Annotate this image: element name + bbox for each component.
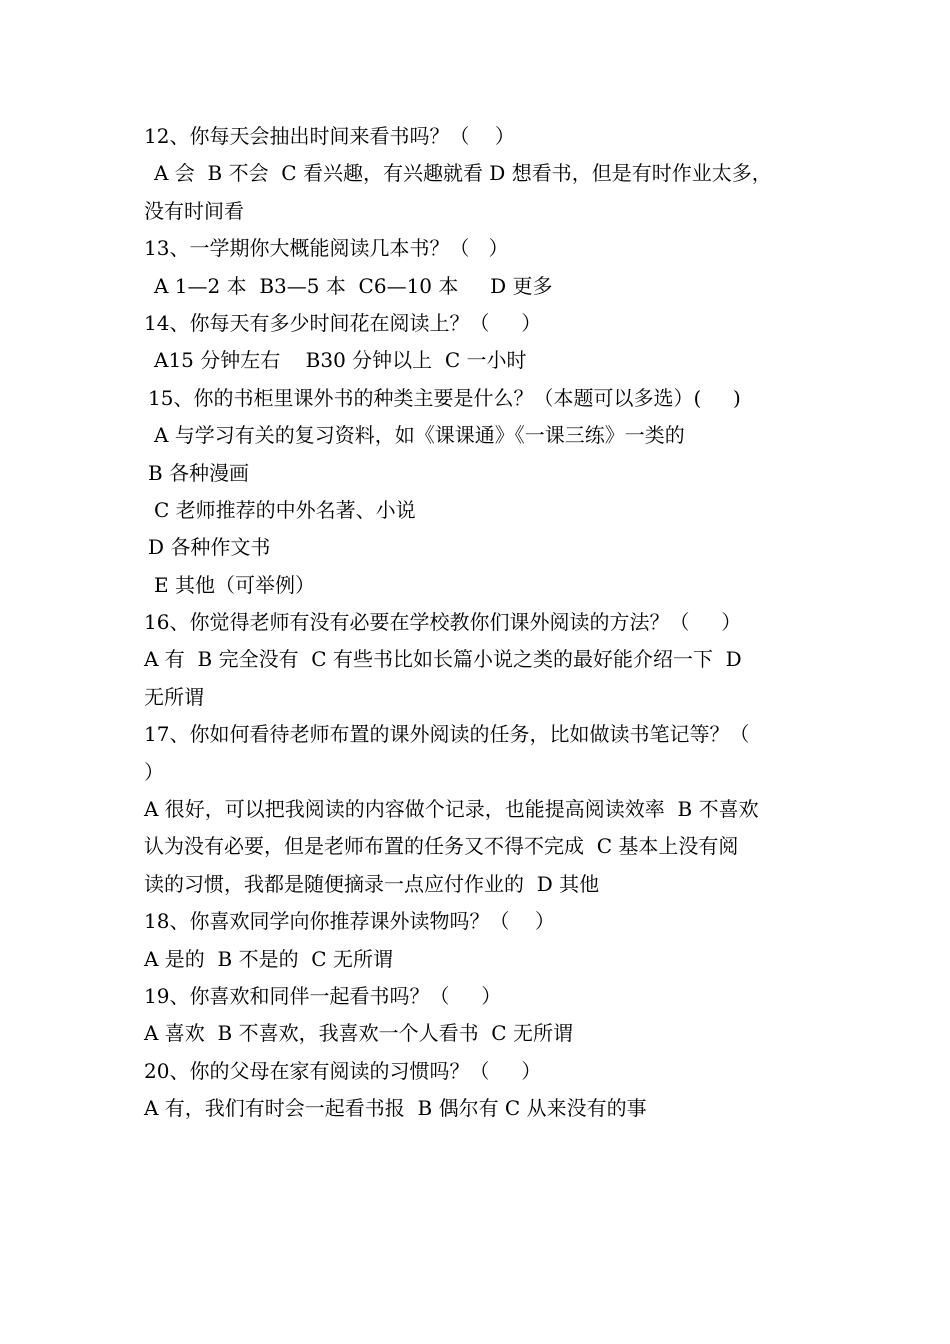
- options-20: A 有，我们有时会一起看书报 B 偶尔有 C 从来没有的事: [144, 1096, 647, 1121]
- options-16-continued: 无所谓: [144, 684, 204, 709]
- options-18: A 是的 B 不是的 C 无所谓: [144, 946, 393, 971]
- options-14: A15 分钟左右 B30 分钟以上 C 一小时: [154, 348, 527, 373]
- question-14: 14、你每天有多少时间花在阅读上？（ ）: [144, 310, 542, 335]
- question-15: 15、你的书柜里课外书的种类主要是什么？（本题可以多选）( ): [148, 385, 741, 410]
- question-19: 19、你喜欢和同伴一起看书吗？（ ）: [144, 983, 502, 1008]
- option-15-c: C 老师推荐的中外名著、小说: [154, 497, 416, 522]
- question-17: 17、你如何看待老师布置的课外阅读的任务，比如做读书笔记等？（: [144, 722, 750, 747]
- options-12: A 会 B 不会 C 看兴趣，有兴趣就看 D 想看书，但是有时作业太多，: [154, 161, 772, 186]
- question-16: 16、你觉得老师有没有必要在学校教你们课外阅读的方法？（ ）: [144, 610, 742, 635]
- question-18: 18、你喜欢同学向你推荐课外读物吗？（ ）: [144, 909, 555, 934]
- options-17-continued-2: 读的习惯，我都是随便摘录一点应付作业的 D 其他: [144, 871, 600, 896]
- options-17: A 很好，可以把我阅读的内容做个记录，也能提高阅读效率 B 不喜欢: [144, 797, 759, 822]
- question-20: 20、你的父母在家有阅读的习惯吗？（ ）: [144, 1058, 542, 1083]
- document-body: [144, 118, 816, 1128]
- option-15-b: B 各种漫画: [148, 460, 250, 485]
- options-13: A 1—2 本 B3—5 本 C6—10 本 D 更多: [154, 273, 553, 298]
- option-15-e: E 其他（可举例）: [154, 572, 315, 597]
- question-17-continued: ）: [144, 759, 164, 784]
- question-12: 12、你每天会抽出时间来看书吗？（ ）: [144, 124, 515, 148]
- option-15-d: D 各种作文书: [148, 535, 271, 560]
- options-16: A 有 B 完全没有 C 有些书比如长篇小说之类的最好能介绍一下 D: [144, 647, 742, 672]
- question-13: 13、一学期你大概能阅读几本书？（ ）: [144, 236, 509, 261]
- options-12-continued: 没有时间看: [144, 198, 244, 223]
- options-19: A 喜欢 B 不喜欢，我喜欢一个人看书 C 无所谓: [144, 1021, 573, 1046]
- options-17-continued-1: 认为没有必要，但是老师布置的任务又不得不完成 C 基本上没有阅: [144, 834, 739, 859]
- option-15-a: A 与学习有关的复习资料，如《课课通》《一课三练》一类的: [154, 423, 685, 448]
